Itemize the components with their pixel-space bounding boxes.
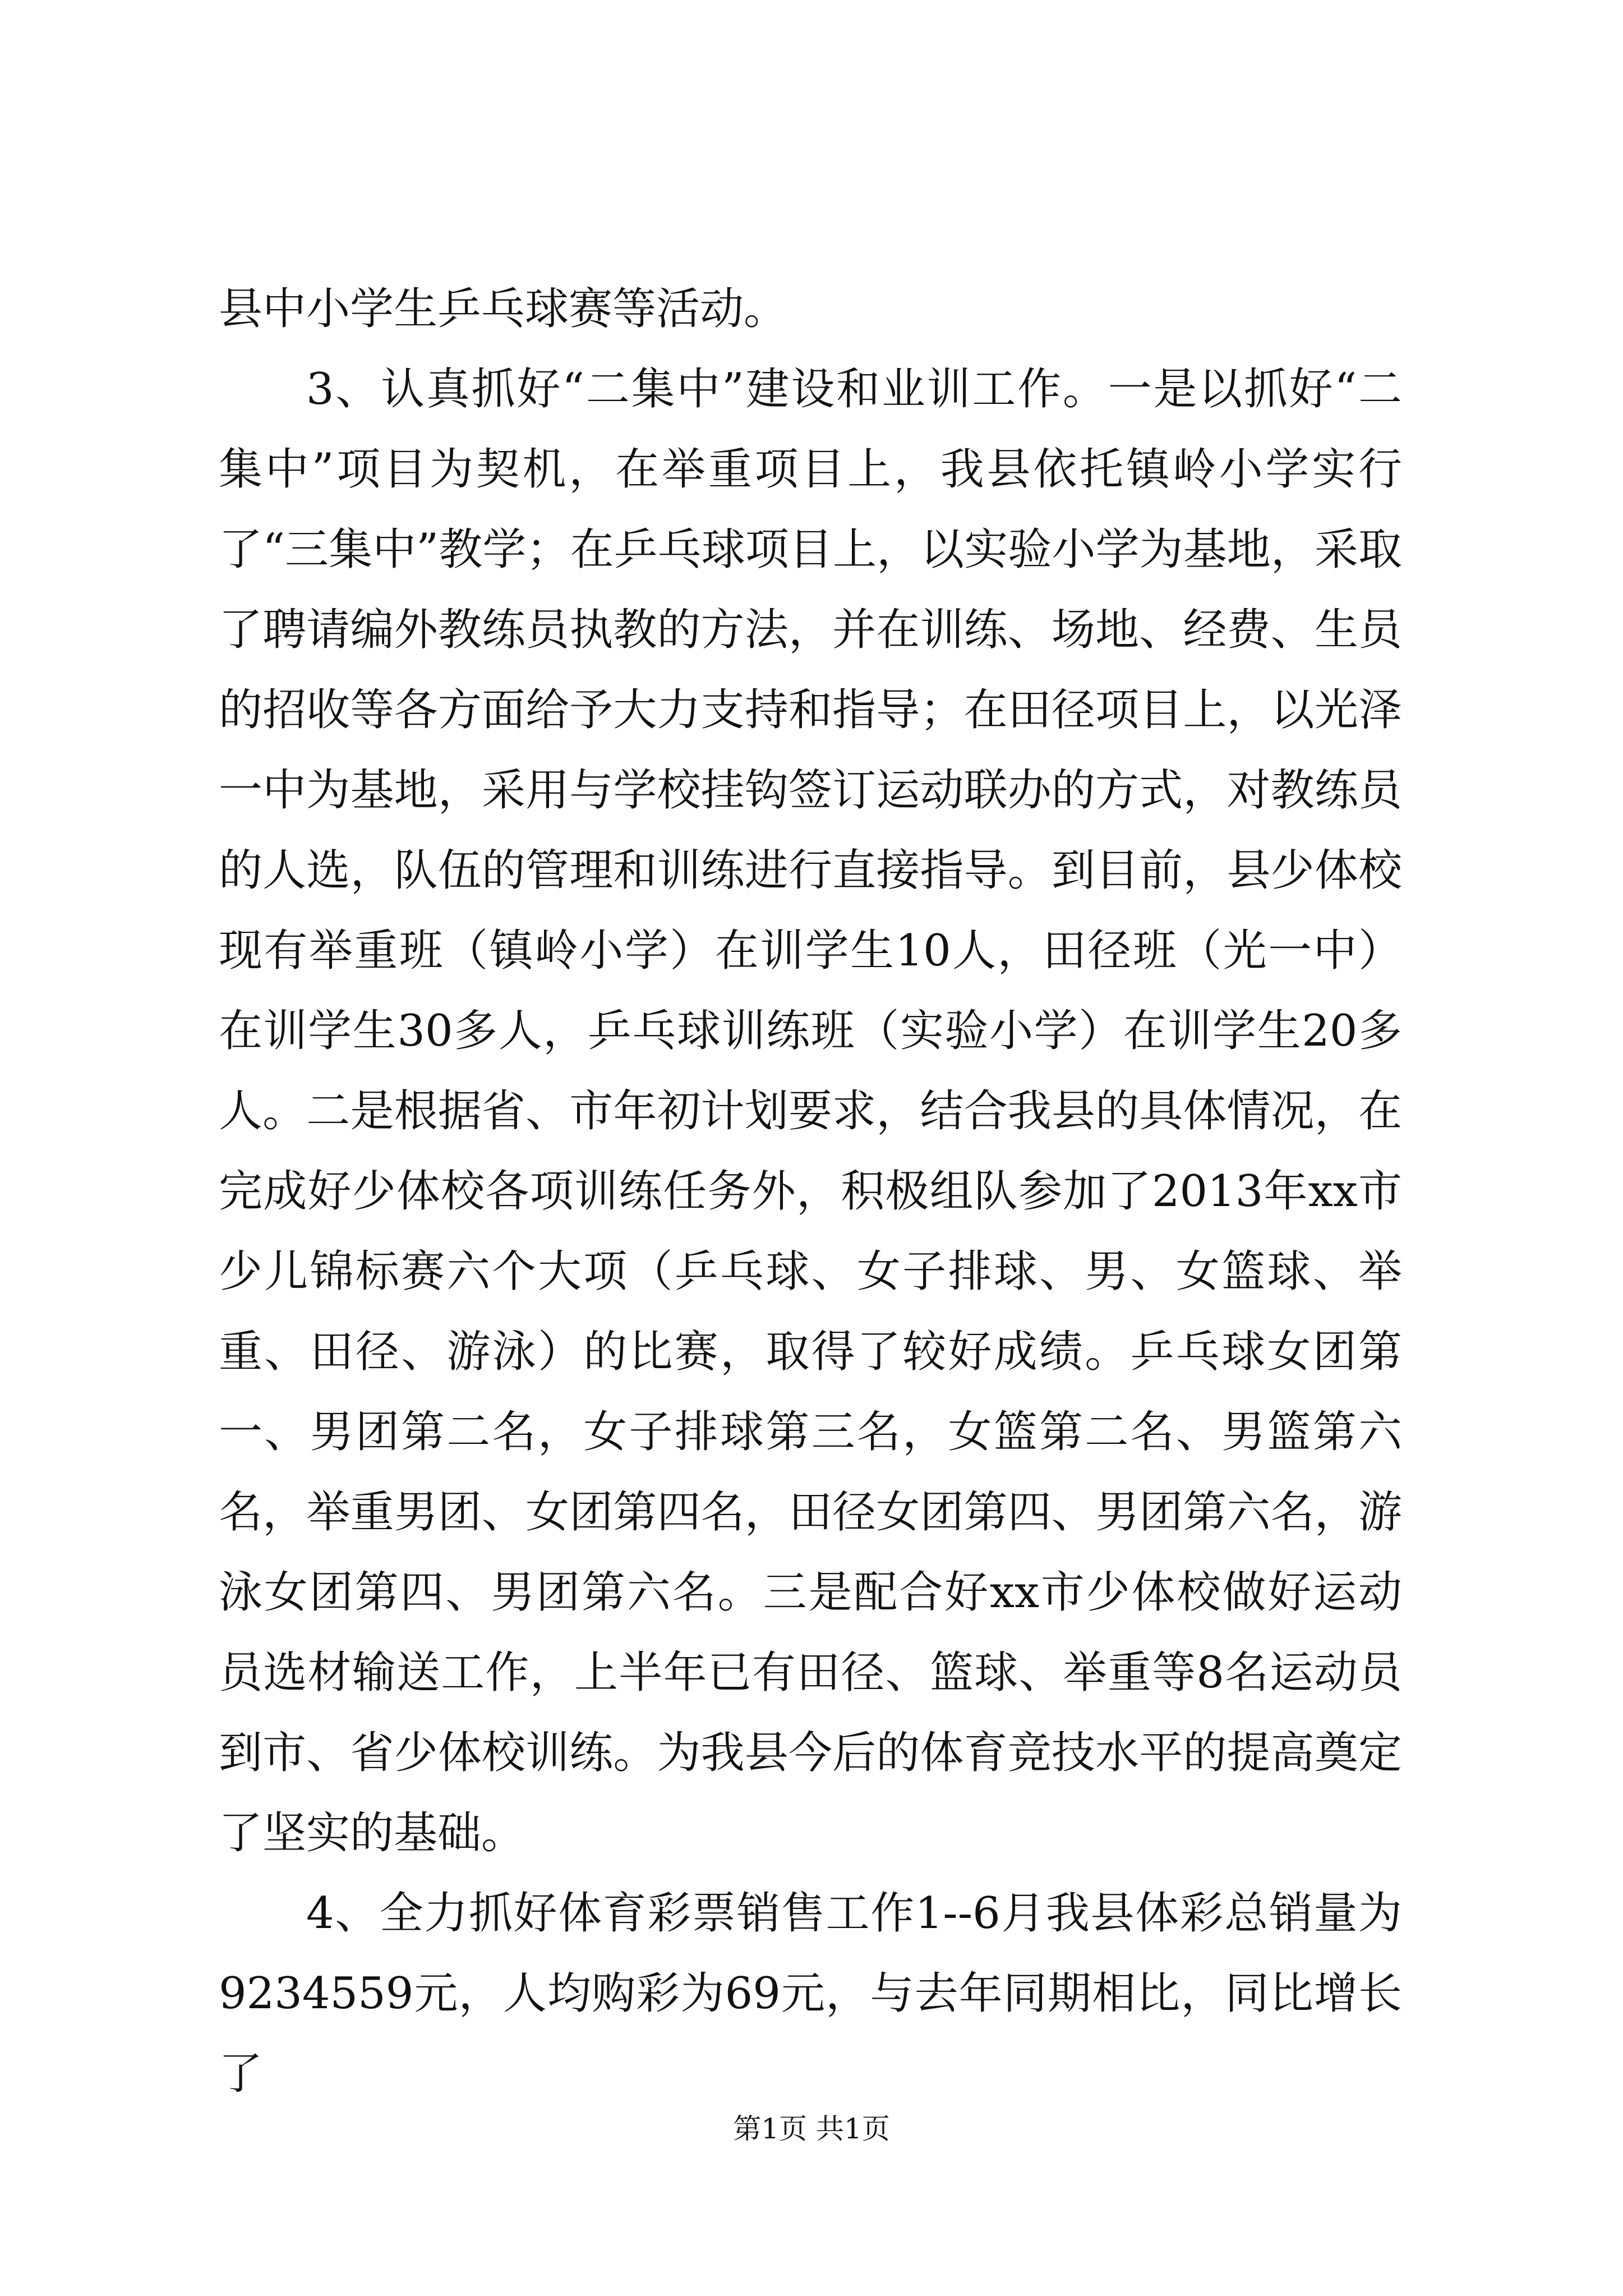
- page-number-label: 第1页 共1页: [733, 2113, 890, 2145]
- paragraph-item-4: 4、全力抓好体育彩票销售工作1--6月我县体彩总销量为9234559元，人均购彩为69元，与去年同期相比，同比增长了: [219, 1888, 1402, 2099]
- document-body: [219, 269, 1402, 2114]
- paragraph-continuation: 县中小学生乒乓球赛等活动。: [219, 284, 788, 334]
- page-footer: [0, 2109, 1623, 2148]
- paragraph-item-3: 3、认真抓好“二集中”建设和业训工作。一是以抓好“二集中”项目为契机，在举重项目上，我县依托镇岭小学实行了“三集中”教学；在乒乓球项目上，以实验小学为基地，采取了聘请编外教练员执教的方法，并在训练、场地、经费、生员的招收等各方面给予大力支持和指导；在田径项目上，以光泽一中为基地，采用与学校挂钩签订运动联办的方式，对教练员的人选，队伍的管理和训练进行直接指导。到目前，县少体校现有举重班（镇岭小学）在训学生10人，田径班（光一中）在训学生30多人，乒乓球训练班（实验小学）在训学生20多人。二是根据省、市年初计划要求，结合我县的具体情况，在完成好少体校各项训练任务外，积极组队参加了2013年xx市少儿锦标赛六个大项（乒乓球、女子排球、男、女篮球、举重、田径、游泳）的比赛，取得了较好成绩。乒乓球女团第一、男团第二名，女子排球第三名，女篮第二名、男篮第六名，举重男团、女团第四名，田径女团第四、男团第六名，游泳女团第四、男团第六名。三是配合好xx市少体校做好运动员选材输送工作，上半年已有田径、篮球、举重等8名运动员到市、省少体校训练。为我县今后的体育竞技水平的提高奠定了坚实的基础。: [219, 364, 1402, 1858]
